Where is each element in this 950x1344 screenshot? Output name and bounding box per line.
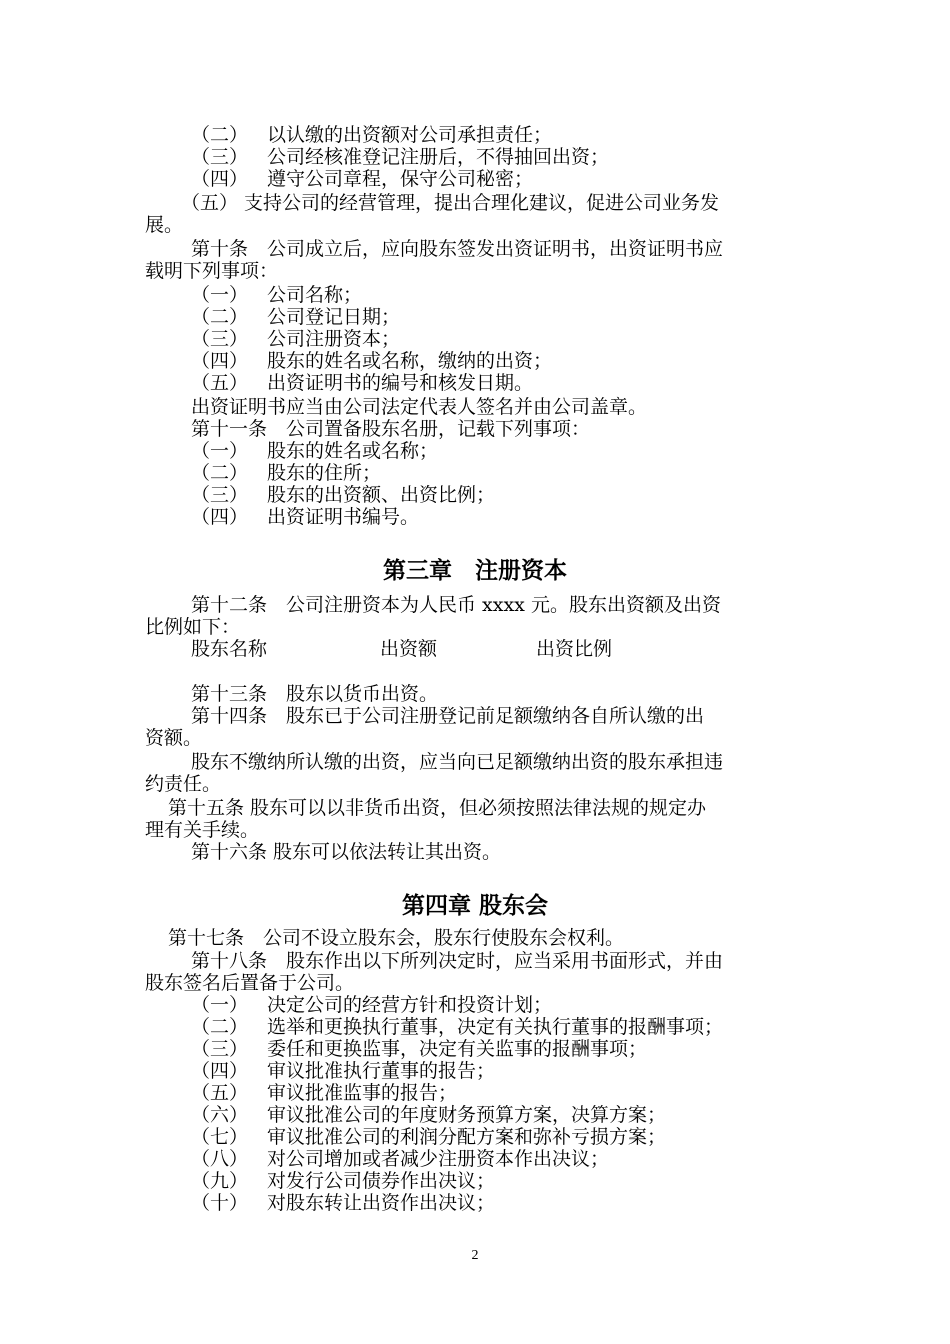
item-label: （一） [191,994,249,1016]
item-text: 股东的住所； [267,462,382,484]
list-item [191,1038,647,1060]
paragraph-line: 股东不缴纳所认缴的出资，应当向已足额缴纳出资的股东承担违 [191,751,724,773]
item-text: 对公司增加或者减少注册资本作出决议； [267,1148,610,1170]
paragraph-line: 比例如下： [145,616,241,638]
item-label: （一） [191,440,249,462]
item-label: （二） [191,462,249,484]
list-item [191,372,533,394]
item-text: 公司经核准登记注册后，不得抽回出资； [267,146,610,168]
item-text: 公司注册资本； [267,328,401,350]
article-17: 第十七条 公司不设立股东会，股东行使股东会权利。 [168,927,625,949]
item-text: 对发行公司债券作出决议； [267,1170,496,1192]
paragraph-line: 资额。 [145,727,203,749]
item-label: （五） [191,1082,249,1104]
list-item [191,350,552,372]
item-text: 股东的姓名或名称，缴纳的出资； [267,350,553,372]
list-item [191,1016,723,1038]
item-text: 出资证明书的编号和核发日期。 [267,372,534,394]
article-16: 第十六条 股东可以依法转让其出资。 [191,841,502,863]
list-item [191,168,533,190]
item-label: （三） [191,484,249,506]
item-label: （四） [191,350,249,372]
item-label: （四） [191,1060,249,1082]
article-18: 第十八条 股东作出以下所列决定时，应当采用书面形式，并由 [191,950,724,972]
article-14: 第十四条 股东已于公司注册登记前足额缴纳各自所认缴的出 [191,705,705,727]
item-label: （二） [191,1016,249,1038]
list-item [191,1082,457,1104]
paragraph-line: 展。 [145,214,184,236]
item-label: （十） [191,1192,249,1214]
item-text: 审议批准公司的年度财务预算方案，决算方案； [267,1104,667,1126]
list-item [191,484,495,506]
item-label: （二） [191,306,249,328]
item-text: 选举和更换执行董事，决定有关执行董事的报酬事项； [267,1016,724,1038]
item-text: 委任和更换监事，决定有关监事的报酬事项； [267,1038,648,1060]
page-number: 2 [471,1248,479,1263]
item-label: （四） [191,506,249,528]
item-text: 决定公司的经营方针和投资计划； [267,994,553,1016]
item-label: （三） [191,1038,249,1060]
list-item [191,146,609,168]
item-label: （三） [191,328,249,350]
item-label: （六） [191,1104,249,1126]
item-text: 以认缴的出资额对公司承担责任； [267,124,553,146]
item-text: 对股东转让出资作出决议； [267,1192,496,1214]
table-header-ratio: 出资比例 [536,638,613,660]
item-label: （三） [191,146,249,168]
item-label: （七） [191,1126,249,1148]
item-text: 审议批准执行董事的报告； [267,1060,496,1082]
item-label: （五） [191,372,249,394]
article-11: 第十一条 公司置备股东名册，记载下列事项： [191,418,591,440]
list-item [191,440,438,462]
article-13: 第十三条 股东以货币出资。 [191,683,439,705]
list-item [191,1170,495,1192]
list-item [191,1148,609,1170]
article-12: 第十二条 公司注册资本为人民币 xxxx 元。股东出资额及出资 [191,594,721,616]
chapter-3-heading: 第三章 注册资本 [383,558,567,584]
item-text: 审议批准监事的报告； [267,1082,458,1104]
item-text: 遵守公司章程，保守公司秘密； [267,168,534,190]
paragraph-line: （五） 支持公司的经营管理，提出合理化建议，促进公司业务发 [181,192,720,214]
paragraph-line: 理有关手续。 [145,819,260,841]
item-label: （四） [191,168,249,190]
item-label: （八） [191,1148,249,1170]
paragraph-line: 出资证明书应当由公司法定代表人签名并由公司盖章。 [191,396,648,418]
list-item [191,994,552,1016]
article-10: 第十条 公司成立后，应向股东签发出资证明书，出资证明书应 [191,238,724,260]
list-item [191,1104,666,1126]
item-text: 公司名称； [267,284,363,306]
list-item [191,1126,666,1148]
item-text: 公司登记日期； [267,306,401,328]
item-text: 股东的姓名或名称； [267,440,439,462]
item-text: 出资证明书编号。 [267,506,420,528]
table-header-name: 股东名称 [191,638,268,660]
list-item [191,506,419,528]
list-item [191,1192,495,1214]
article-15: 第十五条 股东可以以非货币出资，但必须按照法律法规的规定办 [168,797,707,819]
item-label: （一） [191,284,249,306]
table-header-amount: 出资额 [380,638,438,660]
list-item [191,306,400,328]
list-item [191,462,381,484]
list-item [191,328,400,350]
item-text: 审议批准公司的利润分配方案和弥补亏损方案； [267,1126,667,1148]
item-label: （九） [191,1170,249,1192]
item-text: 股东的出资额、出资比例； [267,484,496,506]
list-item [191,1060,495,1082]
paragraph-line: 载明下列事项： [145,260,279,282]
paragraph-line: 股东签名后置备于公司。 [145,972,355,994]
list-item [191,284,362,306]
paragraph-line: 约责任。 [145,773,222,795]
list-item [191,124,552,146]
item-label: （二） [191,124,249,146]
chapter-4-heading: 第四章 股东会 [401,893,548,919]
